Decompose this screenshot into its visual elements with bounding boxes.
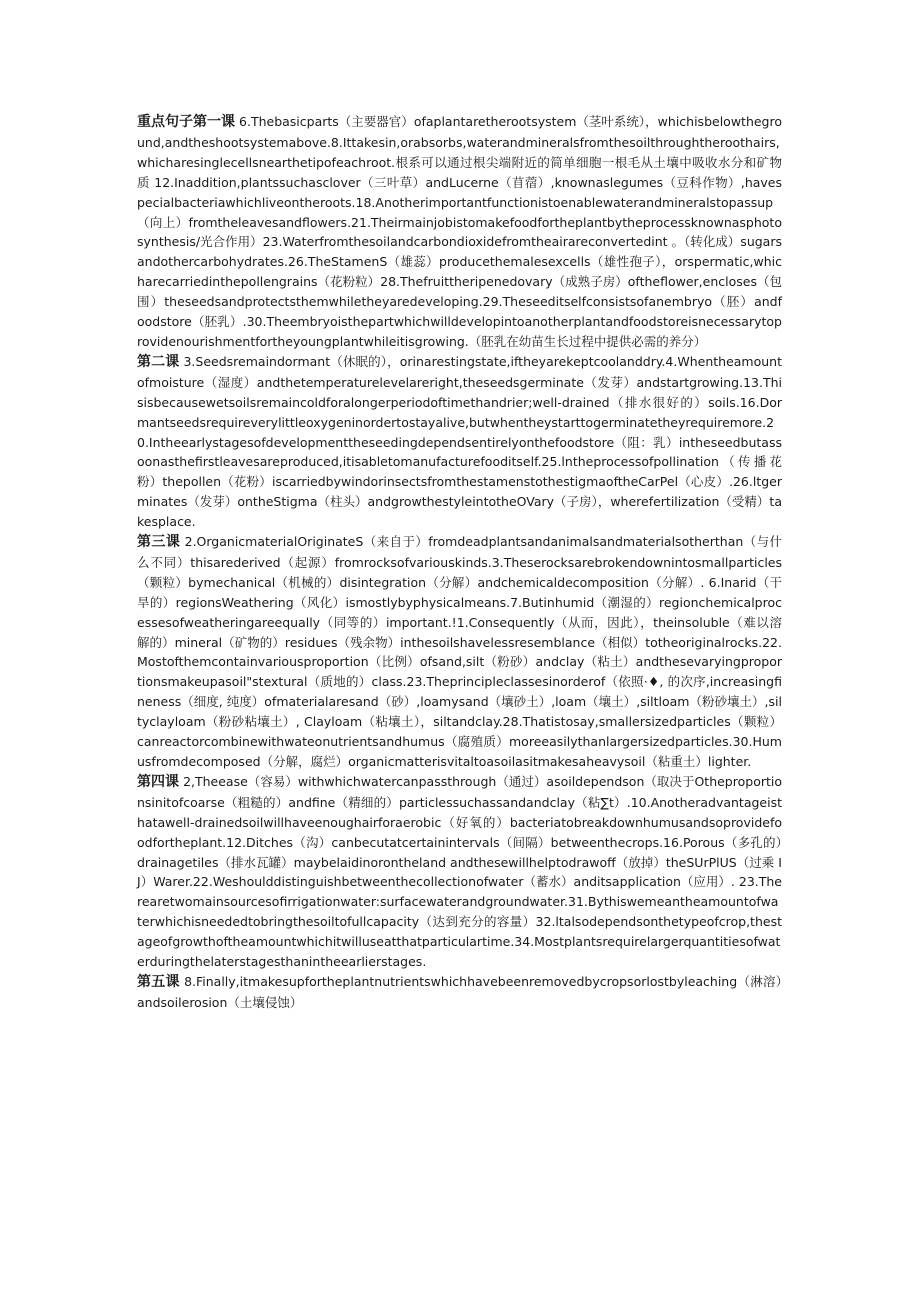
lesson-2-title: 第二课 bbox=[137, 353, 180, 370]
lesson-4-title: 第四课 bbox=[137, 773, 180, 790]
lesson-2-body: 3.Seedsremaindormant（休眠的），orinarestingstate,iftheyarekeptcoolanddry.4.Whentheamountofmoisture（湿度）andthetemperaturelevelareright,theseedsgerminate（发芽）andstartgrowing.13.Thisisbecausewetsoilsremaincoldforalongerperiodoftimethandrier;well-drained（排水很好的）soils.16.Dormantseedsrequireverylittleoxygeninordertostayalive,butwhentheystarttogerminatetheyrequiremore.20.Intheearlystagesofdevelopmenttheseedingdependsentirelyonthefoodstore（阻：乳）intheseedbutassoonasthefirstleavesareproduced,itisabletomanufacturefooditself.25.lntheprocessofpollination（传播花粉）thepollen（花粉）iscarriedbywindorinsectsfromthestamenstothestigmaoftheCarPel（心皮）.26.ltgerminates（发芽）ontheStigma（柱头）andgrowthestyleintotheOVary（子房），wherefertilization（受精）takesplace. bbox=[137, 353, 782, 530]
lesson-3-title: 第三课 bbox=[137, 534, 181, 551]
lesson-5-title: 第五课 bbox=[137, 973, 180, 990]
lesson-5-body: 8.Finally,itmakesupfortheplantnutrientswhichhavebeenremovedbycropsorlostbyleaching（淋溶）andsoilerosion（土壤侵蚀） bbox=[137, 973, 782, 1010]
lesson-1-paragraph bbox=[137, 112, 782, 352]
lesson-1-title: 重点句子第一课 bbox=[137, 114, 236, 130]
lesson-3-body: 2.OrganicmaterialOriginateS（来自于）fromdeadplantsandanimalsandmaterialsotherthan（与什么不同）thisarederived（起源）fromrocksofvariouskinds.3.Theserocksarebrokendownintosmallparticles（颗粒）bymechanical（机械的）disintegration（分解）andchemicaldecomposition（分解）. 6.Inarid（干旱的）regionsWeathering（风化）ismostlybyphysicalmeans.7.Butinhumid（潮湿的）regionchemicalprocessesofweatheringareequally（同等的）important.!1.Consequently（从而，因此），theinsoluble（难以溶解的）mineral（矿物的）residues（残余物）inthesoilshavelessresemblance（相似）totheoriginalrocks.22.Mostofthemcontainvariousproportion（比例）ofsand,silt（粉砂）andclay（粘土）andthesevaryingproportionsmakeupasoil"stextural（质地的）class.23.Theprincipleclassesinorderof（依照·♦, 的次序,increasingfineness（细度, 纯度）ofmaterialaresand（砂）,loamysand（壤砂土）,loam（壤土）,siltloam（粉砂壤土）,siltyclayloam（粉砂粘壤土）, Clayloam（粘壤土），siltandclay.28.Thatistosay,smallersizedparticles（颗粒）canreactorcombinewithwateonutrientsandhumus（腐殖质）moreeasilythanlargersizedparticles.30.Humusfromdecomposed（分解，腐烂）organicmatterisvitaltoasoilasitmakesaheavysoil（粘重土）lighter. bbox=[137, 534, 783, 769]
lesson-4-paragraph bbox=[137, 772, 782, 972]
lesson-2-paragraph bbox=[137, 352, 782, 532]
document-page bbox=[137, 112, 782, 1013]
lesson-3-paragraph bbox=[137, 532, 782, 772]
lesson-1-body: 6.Thebasicparts（主要器官）ofaplantaretherootsystem（茎叶系统），whichisbelowtheground,andtheshootsystemabove.8.Ittakesin,orabsorbs,waterandmineralsfromthesoilthroughtheroothairs,whicharesinglecellsnearthetipofeachroot.根系可以通过根尖端附近的简单细胞一根毛从土壤中吸收水分和矿物质 12.Inaddition,plantssuchasclover（三叶草）andLucerne（苜蓿）,knownaslegumes（豆科作物）,havespecialbacteriawhichliveontheroots.18.Anotherimportantfunctionistoenablewaterandmineralstopassup（向上）fromtheleavesandflowers.21.Theirmainjobistomakefoodfortheplantbytheprocessknownasphotosynthesis/光合作用）23.Waterfromthesoilandcarbondioxidefromtheairareconvertedint 。（转化成）sugarsandothercarbohydrates.26.TheStamenS（雄蕊）producethemalesexcells（雄性孢子），orspermatic,whicharecarriedinthepollengrains（花粉粒）28.Thefruittheripenedovary（成熟子房）oftheflower,encloses（包围）theseedsandprotectsthemwhiletheyaredeveloping.29.Theseeditselfconsistsofanembryo（胚）andfoodstore（胚乳）.30.Theembryoisthepartwhichwilldevelopintoanotherplantandfoodstoreisnecessarytoprovidenourishmentfortheyoungplantwhileitisgrowing.（胚乳在幼苗生长过程中提供必需的养分） bbox=[137, 114, 782, 349]
lesson-5-paragraph bbox=[137, 972, 782, 1013]
lesson-4-body: 2,Theease（容易）withwhichwatercanpassthrough（通过）asoildependson（取决于Otheproportionsinitofcoarse（粗糙的）andfine（精细的）particlessuchassandandclay（粘∑t）.10.Anotheradvantageisthatawell-drainedsoilwillhaveenoughairforaerobic（好氧的）bacteriatobreakdownhumusandsoprovidefoodfortheplant.12.Ditches（沟）canbecutatcertainintervals（间隔）betweenthecrops.16.Porous（多孔的）drainagetiles（排水瓦罐）maybelaidinorontheland andthesewillhelptodrawoff（放掉）theSUrPlUS（过乘 IJ）Warer.22.Weshoulddistinguishbetweenthecollectionofwater（蓄水）anditsapplication（应用）. 23.Therearetwomainsourcesofirrigationwater:surfacewaterandgroundwater.31.Bythiswemeantheamountofwaterwhichisneededtobringthesoiltofullcapacity（达到充分的容量）32.ltalsodependsonthetypeofcrop,thestageofgrowthoftheamountwhichitwilluseatthatparticulartime.34.Mostplantsrequirelargerquantitiesofwaterduringthelaterstagesthanintheearlierstages. bbox=[137, 773, 782, 970]
